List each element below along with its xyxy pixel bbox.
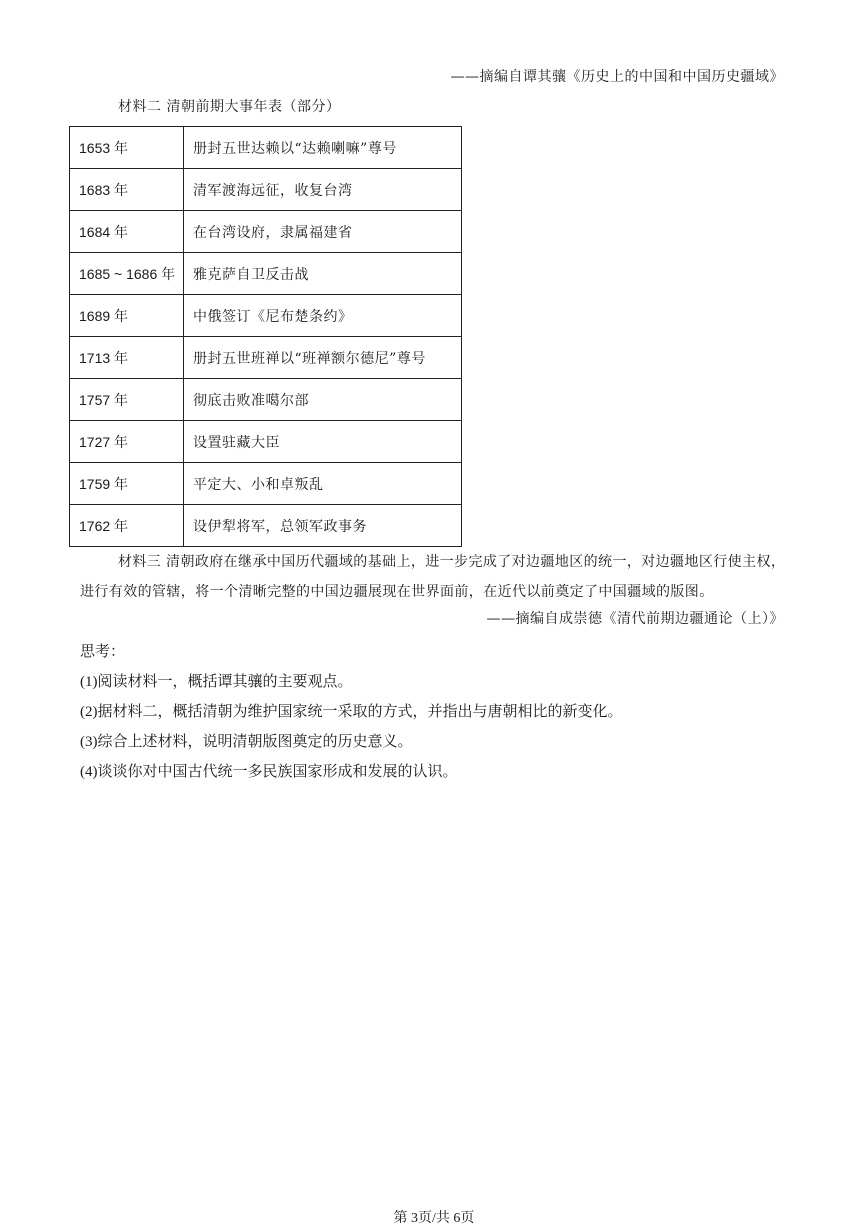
timeline-body (70, 127, 462, 547)
material3-source: ——摘编自成崇德《清代前期边疆通论（上）》 (486, 611, 784, 627)
event-cell: 中俄签订《尼布楚条约》 (184, 295, 462, 337)
year-cell: 1653 年 (70, 127, 184, 169)
question-item: (3)综合上述材料，说明清朝版图奠定的历史意义。 (80, 734, 413, 750)
year-cell: 1727 年 (70, 421, 184, 463)
year-cell: 1713 年 (70, 337, 184, 379)
year-cell: 1685 ~ 1686 年 (70, 253, 184, 295)
year-cell: 1689 年 (70, 295, 184, 337)
page-footer: 第 3页/共 6页 (393, 1211, 475, 1226)
event-cell: 在台湾设府，隶属福建省 (184, 211, 462, 253)
event-cell: 册封五世达赖以“达赖喇嘛”尊号 (184, 127, 462, 169)
table-row (70, 379, 462, 421)
year-cell: 1757 年 (70, 379, 184, 421)
event-cell: 彻底击败准噶尔部 (184, 379, 462, 421)
question-item: (4)谈谈你对中国古代统一多民族国家形成和发展的认识。 (80, 764, 458, 780)
year-cell: 1684 年 (70, 211, 184, 253)
table-row (70, 211, 462, 253)
event-cell: 清军渡海远征，收复台湾 (184, 169, 462, 211)
table-row (70, 295, 462, 337)
timeline-table (69, 126, 462, 547)
event-cell: 设置驻藏大臣 (184, 421, 462, 463)
year-cell: 1759 年 (70, 463, 184, 505)
table-row (70, 337, 462, 379)
question-item: (1)阅读材料一，概括谭其骧的主要观点。 (80, 674, 353, 690)
table-row (70, 127, 462, 169)
year-cell: 1683 年 (70, 169, 184, 211)
material3-paragraph: 材料三 清朝政府在继承中国历代疆域的基础上，进一步完成了对边疆地区的统一，对边疆地区行使主权，进行有效的管辖，将一个清晰完整的中国边疆展现在世界面前，在近代以前奠定了中国疆域的版图。 (80, 554, 786, 600)
table-row (70, 505, 462, 547)
year-cell: 1762 年 (70, 505, 184, 547)
material2-heading: 材料二 清朝前期大事年表（部分） (118, 99, 341, 115)
questions-section (80, 637, 623, 787)
event-cell: 雅克萨自卫反击战 (184, 253, 462, 295)
event-cell: 设伊犁将军，总领军政事务 (184, 505, 462, 547)
table-row (70, 463, 462, 505)
table-row (70, 169, 462, 211)
event-cell: 册封五世班禅以“班禅额尔德尼”尊号 (184, 337, 462, 379)
material1-source: ——摘编自谭其骧《历史上的中国和中国历史疆域》 (450, 69, 784, 85)
event-cell: 平定大、小和卓叛乱 (184, 463, 462, 505)
question-item: (2)据材料二，概括清朝为维护国家统一采取的方式，并指出与唐朝相比的新变化。 (80, 704, 623, 720)
table-row (70, 253, 462, 295)
table-row (70, 421, 462, 463)
questions-title: 思考： (80, 644, 126, 660)
